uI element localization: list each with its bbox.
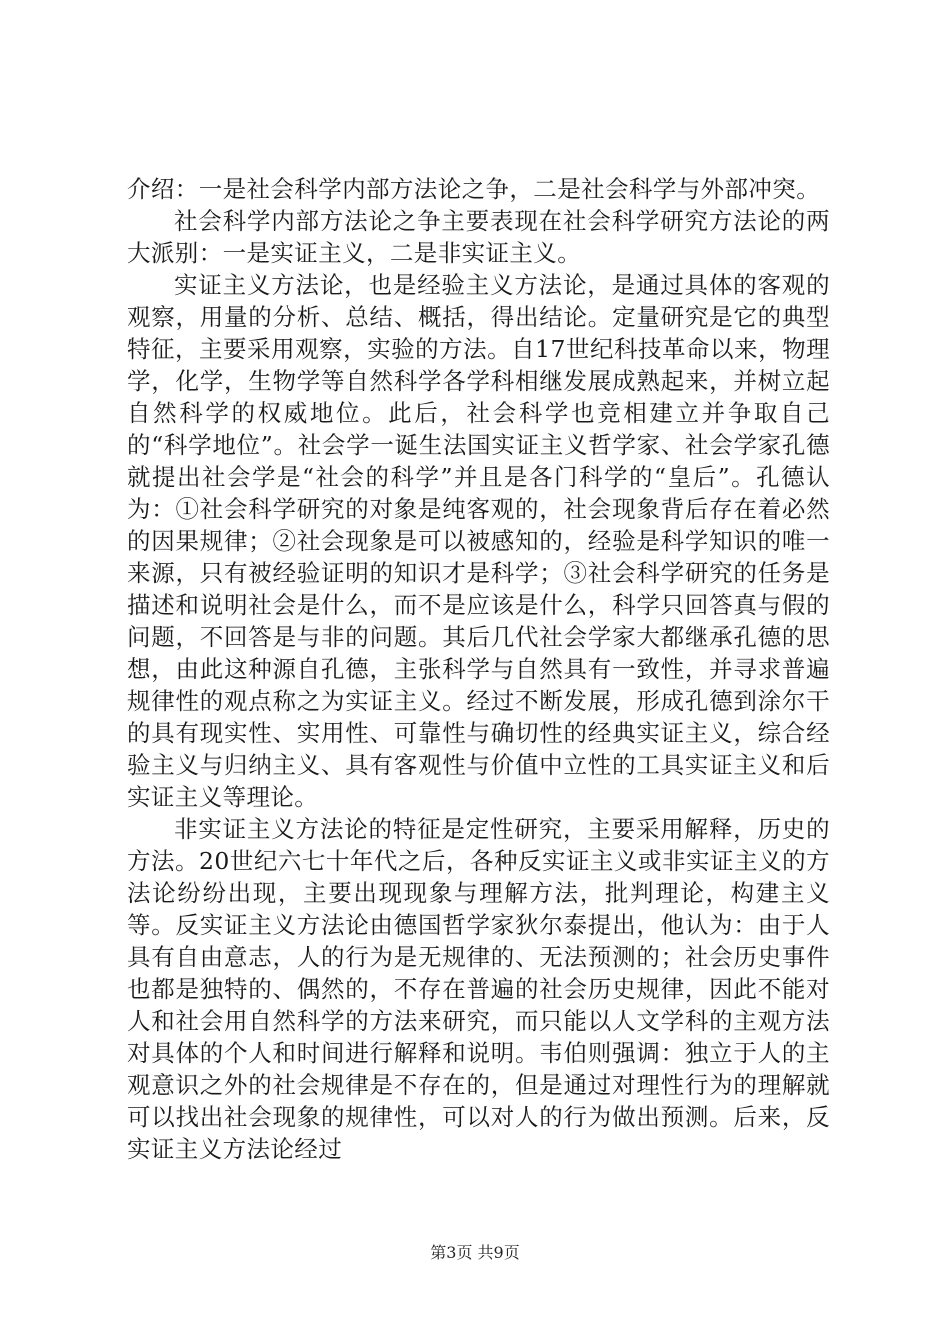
paragraph-2: 社会科学内部方法论之争主要表现在社会科学研究方法论的两大派别：一是实证主义，二是非实证主义。 — [127, 207, 830, 267]
page-number-footer: 第3页 共9页 — [430, 1243, 520, 1262]
document-body — [127, 173, 830, 1165]
paragraph-3: 实证主义方法论，也是经验主义方法论，是通过具体的客观的观察，用量的分析、总结、概括，得出结论。定量研究是它的典型特征，主要采用观察，实验的方法。自17世纪科技革命以来，物理学，化学，生物学等自然科学各学科相继发展成熟起来，并树立起自然科学的权威地位。此后，社会科学也竞相建立并争取自己的“科学地位”。社会学一诞生法国实证主义哲学家、社会学家孔德就提出社会学是“社会的科学”并且是各门科学的“皇后”。孔德认为：①社会科学研究的对象是纯客观的，社会现象背后存在着必然的因果规律；②社会现象是可以被感知的，经验是科学知识的唯一来源，只有被经验证明的知识才是科学；③社会科学研究的任务是描述和说明社会是什么，而不是应该是什么，科学只回答真与假的问题，不回答是与非的问题。其后几代社会学家大都继承孔德的思想，由此这种源自孔德，主张科学与自然具有一致性，并寻求普遍规律性的观点称之为实证主义。经过不断发展，形成孔德到涂尔干的具有现实性、实用性、可靠性与确切性的经典实证主义，综合经验主义与归纳主义、具有客观性与价值中立性的工具实证主义和后实证主义等理论。 — [127, 271, 830, 811]
paragraph-4: 非实证主义方法论的特征是定性研究，主要采用解释，历史的方法。20世纪六七十年代之后，各种反实证主义或非实证主义的方法论纷纷出现，主要出现现象与理解方法，批判理论，构建主义等。反实证主义方法论由德国哲学家狄尔泰提出，他认为：由于人具有自由意志，人的行为是无规律的、无法预测的；社会历史事件也都是独特的、偶然的，不存在普遍的社会历史规律，因此不能对人和社会用自然科学的方法来研究，而只能以人文学科的主观方法对具体的个人和时间进行解释和说明。韦伯则强调：独立于人的主观意识之外的社会规律是不存在的，但是通过对理性行为的理解就可以找出社会现象的规律性，可以对人的行为做出预测。后来，反实证主义方法论经过 — [127, 815, 830, 1163]
paragraph-1: 介绍：一是社会科学内部方法论之争，二是社会科学与外部冲突。 — [127, 175, 821, 203]
